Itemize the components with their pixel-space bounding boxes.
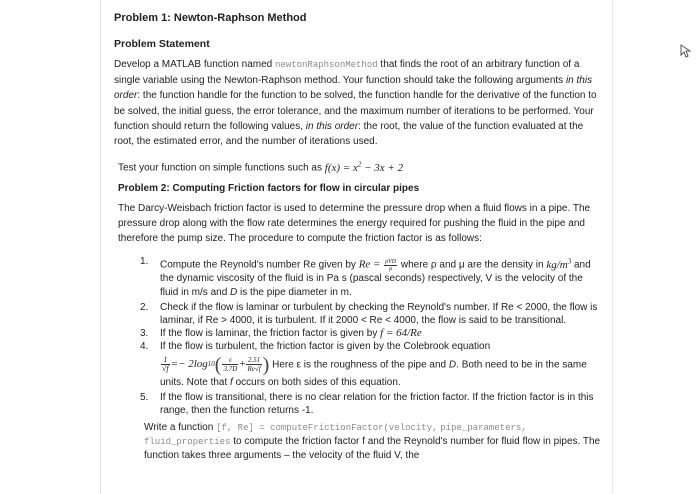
right-paren: ) xyxy=(262,353,270,376)
test-exponent: 2 xyxy=(357,160,362,169)
reynolds-term-fraction xyxy=(246,356,261,373)
fraction-denominator: 3.7D xyxy=(223,365,238,374)
step-text: If the flow is transitional, there is no clear relation for the friction factor. If the friction factor is in this range, then the function returns -1. xyxy=(160,391,594,416)
test-text: Test your function on simple functions such as xyxy=(118,162,325,174)
lhs-fraction xyxy=(161,356,170,373)
units-exponent: 3 xyxy=(567,257,572,266)
statement-emphasis: in this order xyxy=(114,75,593,102)
step-number: 5. xyxy=(140,391,149,403)
function-args-code: pipe_parameters, fluid_properties xyxy=(144,423,527,448)
test-rest: − 3x + 2 xyxy=(361,161,404,174)
test-instruction xyxy=(118,157,602,176)
step-number: 2. xyxy=(140,301,149,313)
step-text: Compute the Reynold's number Re given by xyxy=(160,260,359,272)
step-text: where ρ and μ are the density in xyxy=(398,260,547,272)
colebrook-line xyxy=(160,354,602,389)
fraction-numerator: 2.51 xyxy=(247,356,261,365)
step-text: is the pipe diameter in m. xyxy=(237,286,352,298)
roughness-fraction xyxy=(222,356,238,373)
step-text: . Both need to be in the same units. Note that xyxy=(160,359,587,388)
fraction-numerator: 1 xyxy=(161,356,170,365)
friction-variable: f xyxy=(230,376,233,388)
log-base: 10 xyxy=(207,359,215,368)
fraction-numerator: ε xyxy=(222,356,238,365)
statement-text: that finds the root of an arbitrary function of a single variable using the Newton-Raphson method. Your function should take the following arguments xyxy=(114,59,580,87)
step-number: 1. xyxy=(140,256,149,268)
plus-sign: + xyxy=(239,357,246,370)
procedure-steps xyxy=(114,255,602,417)
right-margin-rule xyxy=(612,0,613,494)
write-text: to compute the friction factor f and the Reynold's number for fluid flow in pipes. The function takes three arguments – the velocity of the fluid V, the xyxy=(144,436,601,462)
fraction-numerator: ρVD xyxy=(385,259,397,265)
document-content xyxy=(114,8,602,463)
laminar-formula: f = 64/Re xyxy=(380,327,422,340)
test-function xyxy=(325,162,403,174)
colebrook-log: =− 2log xyxy=(170,357,208,370)
statement-text: Develop a MATLAB function named xyxy=(114,59,276,70)
statement-text: : the function handle for the function to be solved, the function handle for the derivative of the function to be solved, the initial guess, the error tolerance, and the maximum number of iterations to be performed. Your function should return the following values, xyxy=(114,90,597,132)
step-number: 3. xyxy=(140,328,149,340)
problem2-title: Problem 2: Computing Friction factors for flow in circular pipes xyxy=(118,182,420,194)
step-text: and the dynamic viscosity of the fluid is in Pa s (pascal seconds) respectively, V is the velocity of the fluid in m/s and xyxy=(160,260,591,298)
left-paren: ( xyxy=(214,353,222,376)
test-fx: f(x) = x xyxy=(324,161,358,174)
step-text: occurs on both sides of this equation. xyxy=(232,376,401,388)
step-text: Check if the flow is laminar or turbulent by checking the Reynold's number. If Re < 2000, the flow is laminar, if Re > 4000, it is turbulent. If it 2000 < Re < 4000, the flow is said to be transitional. xyxy=(160,301,598,326)
statement-text: : the root, the value of the function evaluated at the root, the estimated error, and the number of iterations used. xyxy=(114,120,584,148)
step-text: If the flow is turbulent, the friction factor is given by the Colebrook equation xyxy=(160,341,491,353)
pointer-cursor-icon xyxy=(680,44,692,58)
step-5 xyxy=(114,391,602,417)
density-units xyxy=(546,259,571,271)
function-signature-code: [f, Re] = computeFrictionFactor(velocity, xyxy=(216,423,438,434)
fraction-denominator: Re√f xyxy=(247,365,261,374)
problem-statement-heading: Problem Statement xyxy=(114,38,210,50)
step-3 xyxy=(114,327,602,340)
equals-sign: = xyxy=(370,259,384,272)
step-text: If the flow is laminar, the friction factor is given by xyxy=(160,328,381,340)
step-4 xyxy=(114,340,602,388)
function-name-code: newtonRaphsonMethod xyxy=(275,60,378,70)
step-1 xyxy=(114,255,602,298)
step-2 xyxy=(114,301,602,327)
step-text: Here ε is the roughness of the pipe and xyxy=(269,359,449,371)
statement-emphasis: in this order xyxy=(305,120,359,132)
left-margin-rule xyxy=(100,0,101,494)
step-number: 4. xyxy=(140,341,149,353)
fraction-denominator: √f xyxy=(162,364,169,374)
fraction-denominator: μ xyxy=(389,266,393,272)
write-function-instruction xyxy=(114,421,602,463)
colebrook-equation xyxy=(160,354,269,376)
problem2-intro: The Darcy-Weisbach friction factor is used to determine the pressure drop when a fluid flows in a pipe. The pressure drop along with the flow rate determines the energy required for pushing the fluid in the pipe and therefore the pump size. The procedure to compute the friction factor is as follows: xyxy=(118,202,591,245)
units-text: kg/m xyxy=(546,259,568,272)
re-symbol: Re xyxy=(358,259,371,272)
reynolds-fraction xyxy=(384,259,397,272)
write-text: Write a function xyxy=(144,422,217,434)
problem1-title: Problem 1: Newton-Raphson Method xyxy=(114,12,307,24)
diameter-variable: D xyxy=(230,286,238,298)
problem1-statement xyxy=(114,57,602,149)
diameter-variable: D xyxy=(448,359,457,371)
